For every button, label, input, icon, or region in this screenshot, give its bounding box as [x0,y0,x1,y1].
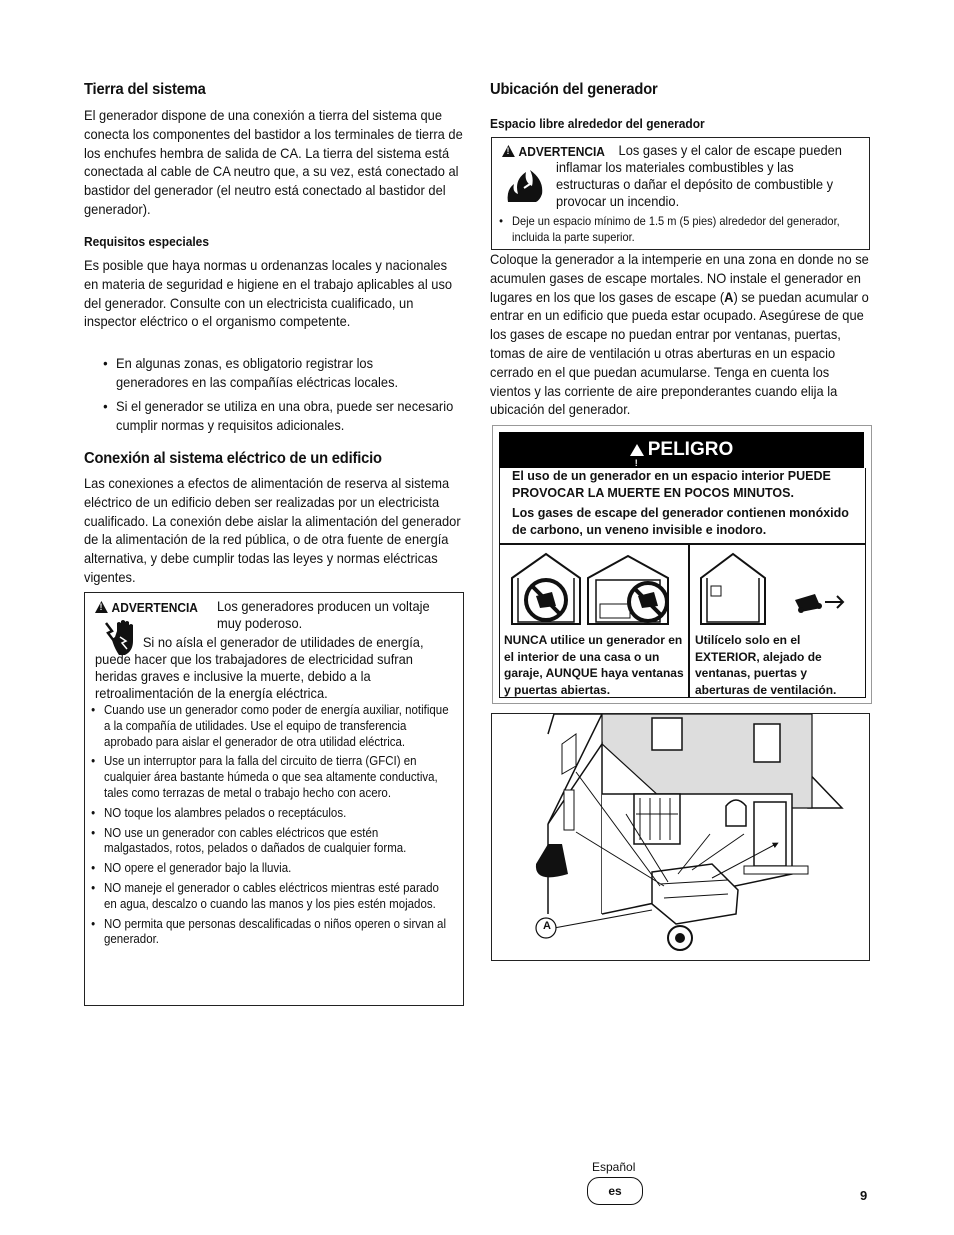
warning-bullet-item [91,754,449,801]
danger-triangle-icon [630,444,644,456]
paragraph-ubicacion-b: ) se puedan acumular o entrar en un edificio que pueda estar ocupado. Asegúrese de que los gases de escape no puedan entrar por ventanas, puertas, tomas de aire de ventilación u otras aberturas en un espacio cerrado en el que puedan acumularse. Tenga en cuenta los vientos y las corriente de aire preponderantes cuando elija la ubicación del generador. [490,288,869,418]
danger-indoor-text: NUNCA utilice un generador en el interior de una casa o un garaje, AUNQUE haya ventanas y puertas abiertas. [504,633,684,697]
bullet-dot: • [91,703,96,717]
bullet-dot: • [91,861,96,876]
house-illustration [491,713,870,961]
heading-ubicacion: Ubicación del generador [490,81,658,98]
warning-bullet-text: Use un interruptor para la falla del circuito de tierra (GFCI) en cualquier área bastante húmeda o que sea altamente conductiva, tales como terrazas de metal o trabajo hecho con acero. [104,754,438,800]
warning-bullet-clearance-text: Deje un espacio mínimo de 1.5 m (5 pies) alrededor del generador, incluida la parte superior. [512,214,840,244]
heading-espacio-libre: Espacio libre alrededor del generador [490,116,705,131]
warning-bullet-list [91,703,449,952]
bullet-obra: • Si el generador se utiliza en una obra, puede ser necesario cumplir normas y requisitos adicionales. [103,398,454,433]
danger-box [492,425,872,704]
paragraph-ubicacion-a: Coloque la generador a la intemperie en una zona en donde no se acumulen gases de escape mortales. NO instale el generador en lugares en los que los gases de escape ( [490,251,869,305]
warning-bullet-text: NO toque los alambres pelados o receptáculos. [104,805,347,820]
warning-bullet-item [91,861,449,877]
paragraph-conexion: Las conexiones a efectos de alimentación de reserva al sistema eléctrico de un edificio deben ser realizadas por un electricista cualificado. La conexión debe aislar la alimentación del generador de la alimentación de la red pública, o de otra fuente de energía alternativa, y debe cumplir todas las leyes y normas eléctricas vigentes. [84,475,461,585]
bullet-registro: • En algunas zonas, es obligatorio registrar los generadores en las compañías eléctricas locales. [103,355,399,390]
fire-icon [504,166,546,204]
warning-box-fire [491,137,870,250]
warning-bullet-text: NO opere el generador bajo la lluvia. [104,861,292,876]
house-outdoor-generator-icon [697,548,857,626]
warning-bullet-item [91,880,449,913]
warning-bullet-text: Cuando use un generador como poder de energía auxiliar, notifique a la compañía de utilidades. Use el equipo de transferencia aprobado para aislar el generador de otra utilidad eléctrica. [104,703,449,749]
danger-line-1: El uso de un generador en un espacio interior PUEDE PROVOCAR LA MUERTE EN POCOS MINUTOS. [512,469,831,500]
bullet-dot: • [91,805,96,820]
page-number: 9 [860,1188,868,1203]
paragraph-ubicacion [490,250,869,419]
heading-requisitos: Requisitos especiales [84,234,209,249]
danger-panel-indoor [499,543,690,698]
paragraph-requisitos: Es posible que haya normas u ordenanzas locales y nacionales en materia de seguridad e higiene en el trabajo aplicables al uso del generador. Consulte con un electricista cualificado, un inspector eléctrico o el organismo competente. [84,257,453,330]
bullet-registro-text: En algunas zonas, es obligatorio registrar los generadores en las compañías eléctricas locales. [116,355,399,390]
warning-label: ADVERTENCIA [518,144,605,159]
house-garage-prohibited-icon [508,548,684,626]
danger-line-2: Los gases de escape del generador contienen monóxido de carbono, un veneno invisible e inodoro. [512,506,849,537]
warning-bullet-item [91,805,449,822]
warning-bullet-item [91,916,449,949]
bullet-dot: • [91,754,96,769]
heading-tierra-sistema: Tierra del sistema [84,81,206,98]
danger-outdoor-text: Utilícelo solo en el EXTERIOR, alejado de ventanas, puertas y aberturas de ventilación. [695,633,837,697]
warning-text-voltage: Los generadores producen un voltaje muy poderoso. [217,598,430,631]
bullet-obra-text: Si el generador se utiliza en una obra, puede ser necesario cumplir normas y requisitos adicionales. [116,398,454,433]
warning-triangle-icon [95,601,108,613]
danger-title: PELIGRO [647,439,734,460]
warning-bullet-item [91,703,449,750]
heading-conexion: Conexión al sistema eléctrico de un edificio [84,450,382,467]
bullet-dot: • [91,825,96,840]
danger-header [499,432,864,468]
danger-panel-outdoor [688,543,866,698]
warning-bullet-text: NO use un generador con cables eléctricos que estén malgastados, rotos, pelados o dañados de cualquier forma. [104,825,407,856]
footer-language: Español [592,1160,636,1174]
warning-bullet-text: NO permita que personas descalificadas o niños operen o sirvan al generador. [104,916,447,947]
warning-box-electrical [84,592,464,1006]
warning-label: ADVERTENCIA [111,600,198,615]
warning-bullet-clearance: • Deje un espacio mínimo de 1.5 m (5 pies) alrededor del generador, incluida la parte superior. [499,214,840,244]
warning-text-fire: Los gases y el calor de escape pueden inflamar los materiales combustibles y las estructuras o dañar el depósito de combustible y provocar un incendio. [556,142,842,209]
warning-bullet-item [91,825,449,858]
danger-text-panel [499,468,866,545]
warning-triangle-icon [502,145,515,157]
footer-language-code: es [587,1177,643,1205]
paragraph-ubicacion-label: A [724,288,734,305]
warning-text-isolation: Si no aísla el generador de utilidades de energía, puede hacer que los trabajadores de electricidad sufran heridas graves e inclusive la muerte, debido a la retroalimentación de la energía eléctrica. [95,634,424,701]
bullet-dot: • [91,880,96,895]
paragraph-tierra: El generador dispone de una conexión a tierra del sistema que conecta los componentes del bastidor a los terminales de tierra de los enchufes hembra de salida de CA. La tierra del sistema está conectada al cable de CA neutro que, a su vez, está conectado al bastidor del generador (el neutro está conectado al bastidor del generador). [84,107,463,217]
bullet-dot: • [91,916,96,931]
illustration-label-a: A [543,920,551,932]
warning-bullet-text: NO maneje el generador o cables eléctricos mientras esté parado en agua, descalzo o cuando las manos y los pies estén mojados. [104,880,439,911]
